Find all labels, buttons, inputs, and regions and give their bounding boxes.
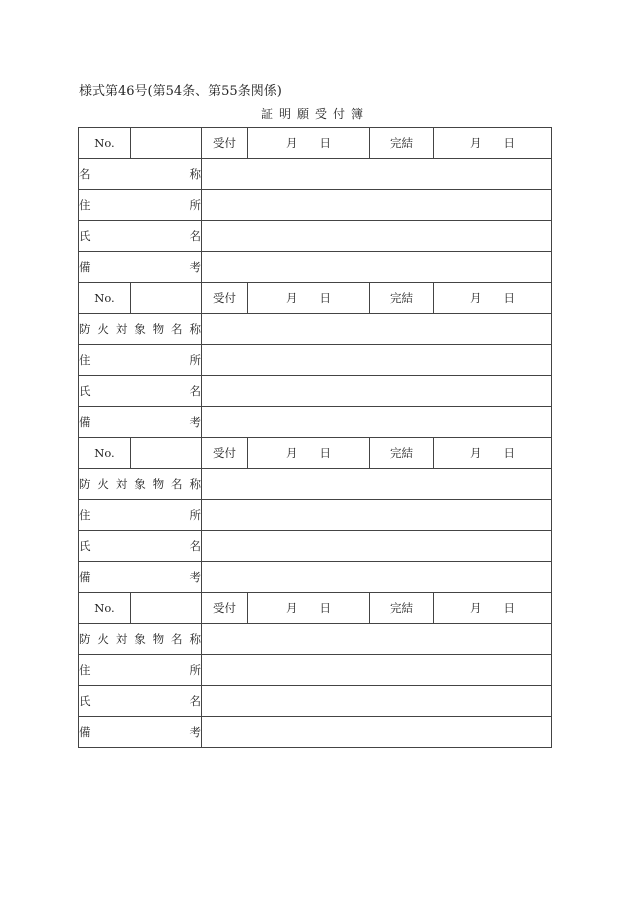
address-label: 住 所 <box>79 655 202 686</box>
day-label: 日 <box>503 136 515 150</box>
day-label: 日 <box>503 446 515 460</box>
received-date[interactable] <box>248 438 370 469</box>
record-field-row <box>79 407 552 438</box>
address-value[interactable] <box>202 655 552 686</box>
person-value[interactable] <box>202 376 552 407</box>
received-date[interactable] <box>248 283 370 314</box>
object-name-value[interactable] <box>202 469 552 500</box>
address-label: 住 所 <box>79 500 202 531</box>
object-name-label: 防 火 対 象 物 名 称 <box>79 469 202 500</box>
no-label: No. <box>79 283 131 314</box>
address-value[interactable] <box>202 500 552 531</box>
month-label: 月 <box>470 601 482 615</box>
received-date[interactable] <box>248 128 370 159</box>
record-field-row <box>79 252 552 283</box>
received-date[interactable] <box>248 593 370 624</box>
received-label: 受付 <box>202 128 248 159</box>
object-name-label: 防 火 対 象 物 名 称 <box>79 314 202 345</box>
record-field-row <box>79 562 552 593</box>
record-field-row <box>79 190 552 221</box>
completed-label: 完結 <box>370 128 434 159</box>
record-field-row <box>79 717 552 748</box>
form-number: 様式第46号(第54条、第55条関係) <box>79 84 282 99</box>
remarks-label: 備 考 <box>79 562 202 593</box>
address-label: 住 所 <box>79 190 202 221</box>
no-label: No. <box>79 438 131 469</box>
record-field-row <box>79 624 552 655</box>
person-value[interactable] <box>202 686 552 717</box>
remarks-value[interactable] <box>202 252 552 283</box>
day-label: 日 <box>319 136 331 150</box>
ledger-table <box>78 127 552 748</box>
no-value[interactable] <box>131 283 202 314</box>
remarks-label: 備 考 <box>79 252 202 283</box>
month-label: 月 <box>286 601 298 615</box>
completed-date[interactable] <box>434 438 552 469</box>
record-field-row <box>79 221 552 252</box>
day-label: 日 <box>319 601 331 615</box>
record-field-row <box>79 531 552 562</box>
received-label: 受付 <box>202 593 248 624</box>
day-label: 日 <box>319 291 331 305</box>
month-label: 月 <box>286 136 298 150</box>
person-value[interactable] <box>202 221 552 252</box>
record-header-row <box>79 283 552 314</box>
remarks-label: 備 考 <box>79 407 202 438</box>
day-label: 日 <box>503 601 515 615</box>
record-field-row <box>79 314 552 345</box>
day-label: 日 <box>319 446 331 460</box>
record-field-row <box>79 345 552 376</box>
no-label: No. <box>79 128 131 159</box>
day-label: 日 <box>503 291 515 305</box>
object-name-value[interactable] <box>202 314 552 345</box>
object-name-label: 防 火 対 象 物 名 称 <box>79 624 202 655</box>
completed-label: 完結 <box>370 283 434 314</box>
month-label: 月 <box>470 136 482 150</box>
completed-date[interactable] <box>434 128 552 159</box>
record-field-row <box>79 376 552 407</box>
completed-label: 完結 <box>370 593 434 624</box>
received-label: 受付 <box>202 438 248 469</box>
record-field-row <box>79 655 552 686</box>
completed-date[interactable] <box>434 593 552 624</box>
record-header-row <box>79 128 552 159</box>
month-label: 月 <box>470 446 482 460</box>
record-field-row <box>79 686 552 717</box>
completed-date[interactable] <box>434 283 552 314</box>
month-label: 月 <box>286 291 298 305</box>
month-label: 月 <box>470 291 482 305</box>
person-value[interactable] <box>202 531 552 562</box>
person-label: 氏 名 <box>79 531 202 562</box>
remarks-value[interactable] <box>202 562 552 593</box>
person-label: 氏 名 <box>79 221 202 252</box>
record-header-row <box>79 593 552 624</box>
record-header-row <box>79 438 552 469</box>
no-value[interactable] <box>131 438 202 469</box>
remarks-value[interactable] <box>202 407 552 438</box>
name-label: 名 称 <box>79 159 202 190</box>
person-label: 氏 名 <box>79 376 202 407</box>
no-label: No. <box>79 593 131 624</box>
no-value[interactable] <box>131 128 202 159</box>
no-value[interactable] <box>131 593 202 624</box>
address-value[interactable] <box>202 190 552 221</box>
record-field-row <box>79 500 552 531</box>
record-field-row <box>79 159 552 190</box>
page-title: 証明願受付簿 <box>260 107 369 121</box>
object-name-value[interactable] <box>202 624 552 655</box>
completed-label: 完結 <box>370 438 434 469</box>
remarks-label: 備 考 <box>79 717 202 748</box>
record-field-row <box>79 469 552 500</box>
month-label: 月 <box>286 446 298 460</box>
name-value[interactable] <box>202 159 552 190</box>
address-label: 住 所 <box>79 345 202 376</box>
received-label: 受付 <box>202 283 248 314</box>
person-label: 氏 名 <box>79 686 202 717</box>
address-value[interactable] <box>202 345 552 376</box>
remarks-value[interactable] <box>202 717 552 748</box>
